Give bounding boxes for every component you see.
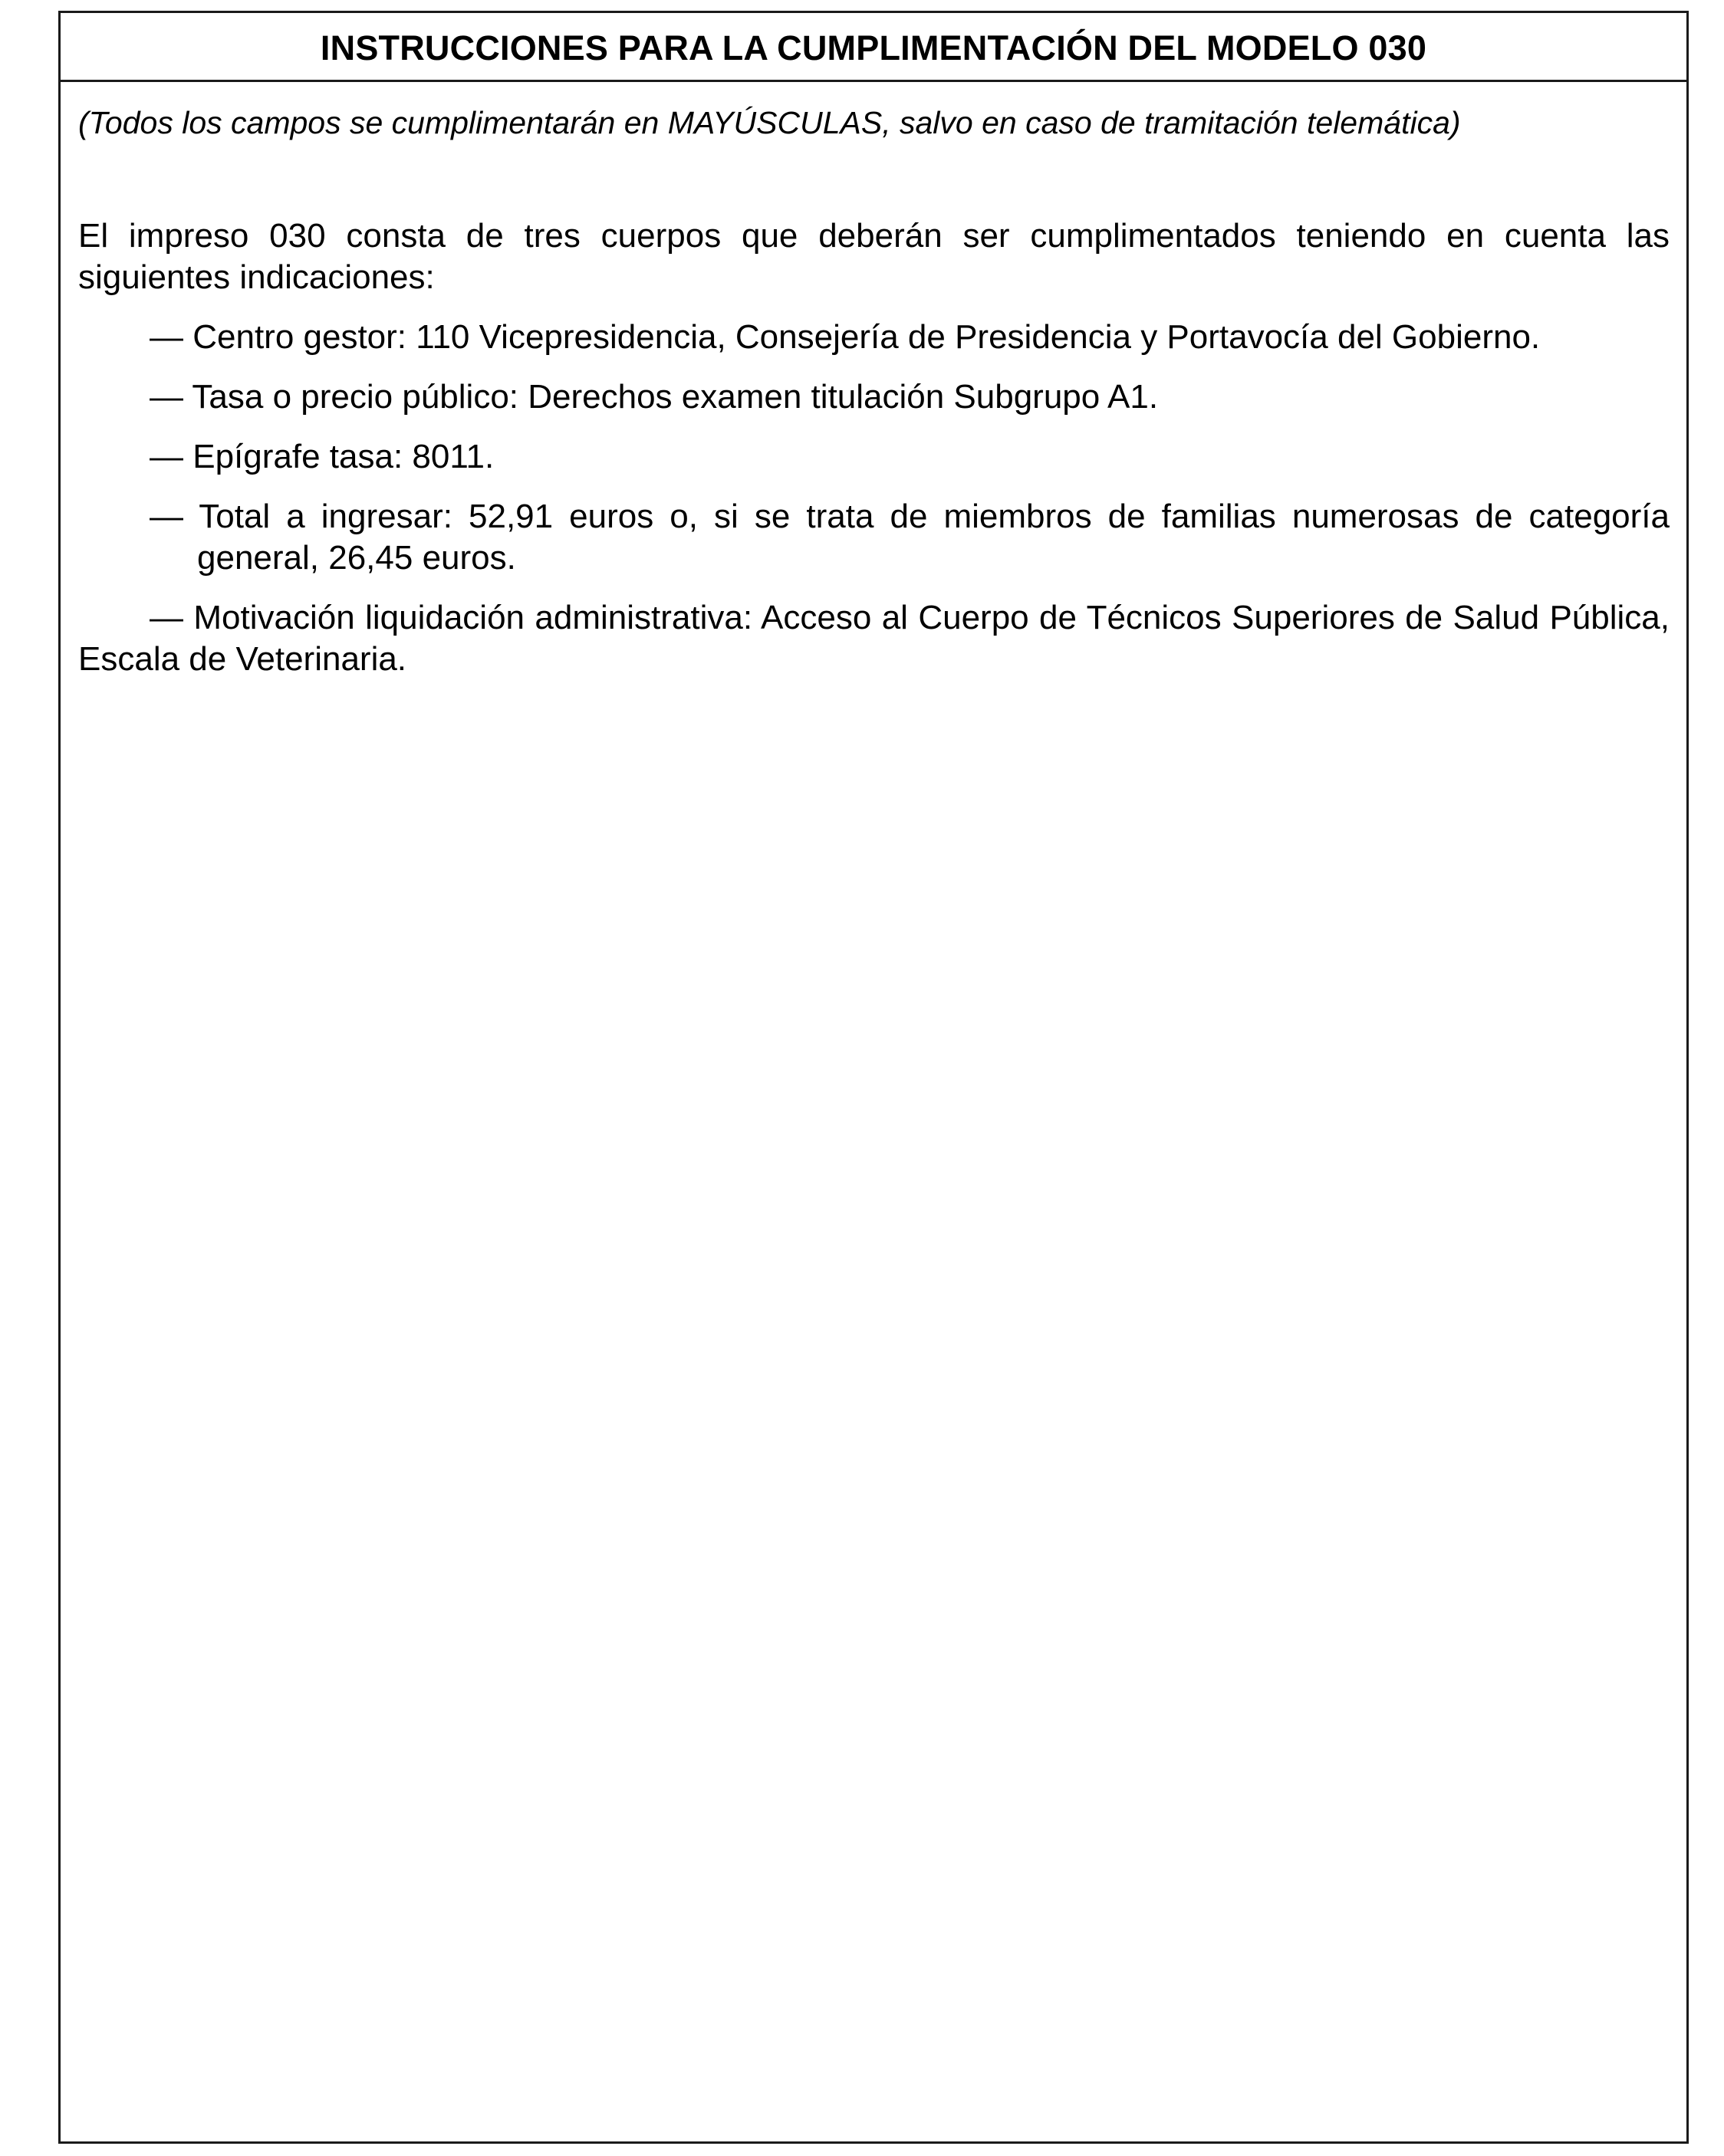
instruction-item-tasa: — Tasa o precio público: Derechos examen titulación Subgrupo A1. <box>150 378 1159 416</box>
uppercase-note: (Todos los campos se cumplimentarán en MAYÚSCULAS, salvo en caso de tramitación telemática) <box>78 105 1461 140</box>
form-title: INSTRUCCIONES PARA LA CUMPLIMENTACIÓN DEL MODELO 030 <box>320 28 1427 67</box>
instruction-item-epigrafe: — Epígrafe tasa: 8011. <box>150 438 495 475</box>
form-header <box>61 13 1686 82</box>
instruction-item-centro-gestor: — Centro gestor: 110 Vicepresidencia, Consejería de Presidencia y Portavocía del Gobierno. <box>150 318 1541 356</box>
form-content <box>61 82 1686 680</box>
instructions-form-frame <box>58 11 1689 2144</box>
instruction-item-total: — Total a ingresar: 52,91 euros o, si se trata de miembros de familias numerosas de categoría general, 26,45 euros. <box>150 498 1670 577</box>
intro-paragraph: El impreso 030 consta de tres cuerpos que deberán ser cumplimentados teniendo en cuenta las siguientes indicaciones: <box>78 217 1670 296</box>
instruction-list <box>78 317 1670 680</box>
instruction-item-motivacion: — Motivación liquidación administrativa: Acceso al Cuerpo de Técnicos Superiores de Salud Pública, Escala de Veterinaria. <box>78 599 1670 678</box>
